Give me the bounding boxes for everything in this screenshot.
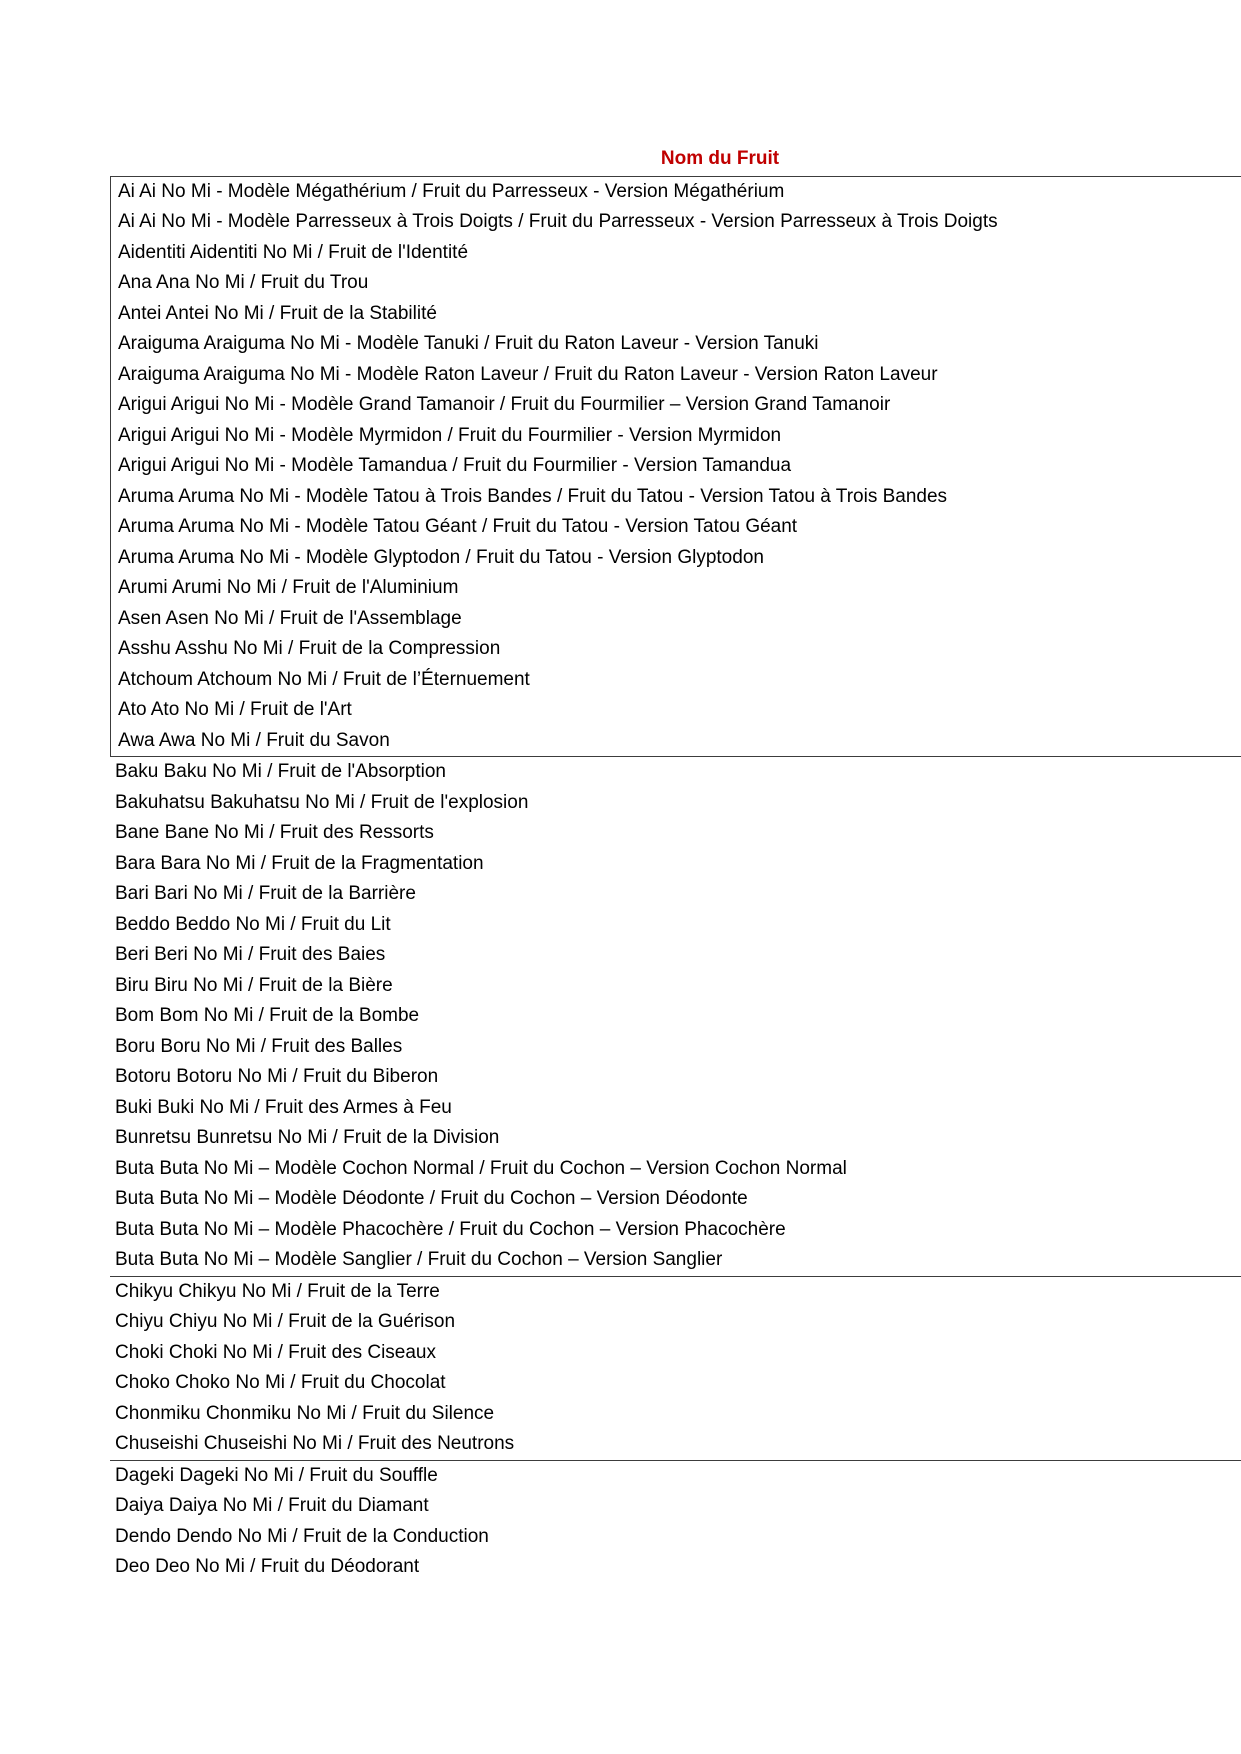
- table-row: Biru Biru No Mi / Fruit de la Bière: [115, 974, 393, 996]
- table-row: Choki Choki No Mi / Fruit des Ciseaux: [115, 1341, 436, 1363]
- table-row: Deo Deo No Mi / Fruit du Déodorant: [115, 1556, 420, 1577]
- table-row: Buta Buta No Mi – Modèle Sanglier / Fruit du Cochon – Version Sanglier: [115, 1249, 723, 1270]
- table-row: Chonmiku Chonmiku No Mi / Fruit du Silence: [115, 1402, 495, 1424]
- table-row: Ato Ato No Mi / Fruit de l'Art: [118, 699, 352, 720]
- table-row: Buki Buki No Mi / Fruit des Armes à Feu: [115, 1096, 452, 1118]
- table-row: Asen Asen No Mi / Fruit de l'Assemblage: [118, 607, 462, 629]
- table-header-row: [110, 145, 1241, 177]
- section-fruits-d: [110, 1461, 1241, 1583]
- table-row: Buta Buta No Mi – Modèle Cochon Normal / Fruit du Cochon – Version Cochon Normal: [115, 1157, 847, 1179]
- table-row: Ana Ana No Mi / Fruit du Trou: [118, 272, 369, 293]
- table-row: Chuseishi Chuseishi No Mi / Fruit des Neutrons: [115, 1433, 515, 1454]
- table-row: Aruma Aruma No Mi - Modèle Glyptodon / Fruit du Tatou - Version Glyptodon: [118, 546, 764, 568]
- column-title: Nom du Fruit: [660, 148, 780, 169]
- table-row: Araiguma Araiguma No Mi - Modèle Tanuki / Fruit du Raton Laveur - Version Tanuki: [118, 333, 819, 354]
- table-row: Baku Baku No Mi / Fruit de l'Absorption: [115, 761, 446, 782]
- table-row: Botoru Botoru No Mi / Fruit du Biberon: [115, 1066, 439, 1087]
- table-row: Ai Ai No Mi - Modèle Mégathérium / Fruit du Parresseux - Version Mégathérium: [118, 180, 785, 202]
- table-row: Chiyu Chiyu No Mi / Fruit de la Guérison: [115, 1311, 456, 1332]
- table-row: Chikyu Chikyu No Mi / Fruit de la Terre: [115, 1280, 440, 1302]
- table-row: Ai Ai No Mi - Modèle Parresseux à Trois Doigts / Fruit du Parresseux - Version Parresseux à Trois Doigts: [118, 211, 998, 232]
- table-row: Arumi Arumi No Mi / Fruit de l'Aluminium: [118, 577, 459, 598]
- table-row: Beri Beri No Mi / Fruit des Baies: [115, 944, 386, 965]
- table-row: Bane Bane No Mi / Fruit des Ressorts: [115, 822, 434, 843]
- table-row: Aruma Aruma No Mi - Modèle Tatou Géant / Fruit du Tatou - Version Tatou Géant: [118, 516, 798, 537]
- section-fruits-a: [110, 177, 1241, 758]
- table-row: Araiguma Araiguma No Mi - Modèle Raton Laveur / Fruit du Raton Laveur - Version Raton Laveur: [118, 363, 938, 385]
- table-row: Daiya Daiya No Mi / Fruit du Diamant: [115, 1495, 429, 1516]
- table-row: Buta Buta No Mi – Modèle Phacochère / Fruit du Cochon – Version Phacochère: [115, 1218, 786, 1240]
- table-row: Buta Buta No Mi – Modèle Déodonte / Fruit du Cochon – Version Déodonte: [115, 1188, 748, 1209]
- table-row: Arigui Arigui No Mi - Modèle Grand Tamanoir / Fruit du Fourmilier – Version Grand Tamanoir: [118, 394, 891, 415]
- table-row: Antei Antei No Mi / Fruit de la Stabilité: [118, 302, 437, 324]
- table-row: Beddo Beddo No Mi / Fruit du Lit: [115, 913, 391, 935]
- table-row: Dendo Dendo No Mi / Fruit de la Conduction: [115, 1525, 489, 1547]
- table-row: Arigui Arigui No Mi - Modèle Tamandua / Fruit du Fourmilier - Version Tamandua: [118, 455, 792, 476]
- table-row: Boru Boru No Mi / Fruit des Balles: [115, 1035, 403, 1057]
- table-row: Bakuhatsu Bakuhatsu No Mi / Fruit de l'explosion: [115, 791, 529, 813]
- fruit-name-table: [110, 145, 1241, 1583]
- table-row: Aidentiti Aidentiti No Mi / Fruit de l'Identité: [118, 241, 469, 263]
- table-row: Bari Bari No Mi / Fruit de la Barrière: [115, 883, 416, 904]
- section-fruits-c: [110, 1277, 1241, 1461]
- table-row: Aruma Aruma No Mi - Modèle Tatou à Trois Bandes / Fruit du Tatou - Version Tatou à Trois Bandes: [118, 485, 948, 507]
- section-fruits-b: [110, 757, 1241, 1277]
- table-row: Arigui Arigui No Mi - Modèle Myrmidon / Fruit du Fourmilier - Version Myrmidon: [118, 424, 782, 446]
- table-row: Choko Choko No Mi / Fruit du Chocolat: [115, 1372, 446, 1393]
- table-row: Atchoum Atchoum No Mi / Fruit de l’Éternuement: [118, 668, 530, 690]
- table-row: Awa Awa No Mi / Fruit du Savon: [118, 729, 390, 751]
- table-row: Asshu Asshu No Mi / Fruit de la Compression: [118, 638, 501, 659]
- table-row: Dageki Dageki No Mi / Fruit du Souffle: [115, 1464, 438, 1486]
- table-row: Bara Bara No Mi / Fruit de la Fragmentation: [115, 852, 484, 874]
- table-row: Bom Bom No Mi / Fruit de la Bombe: [115, 1005, 420, 1026]
- table-row: Bunretsu Bunretsu No Mi / Fruit de la Division: [115, 1127, 500, 1148]
